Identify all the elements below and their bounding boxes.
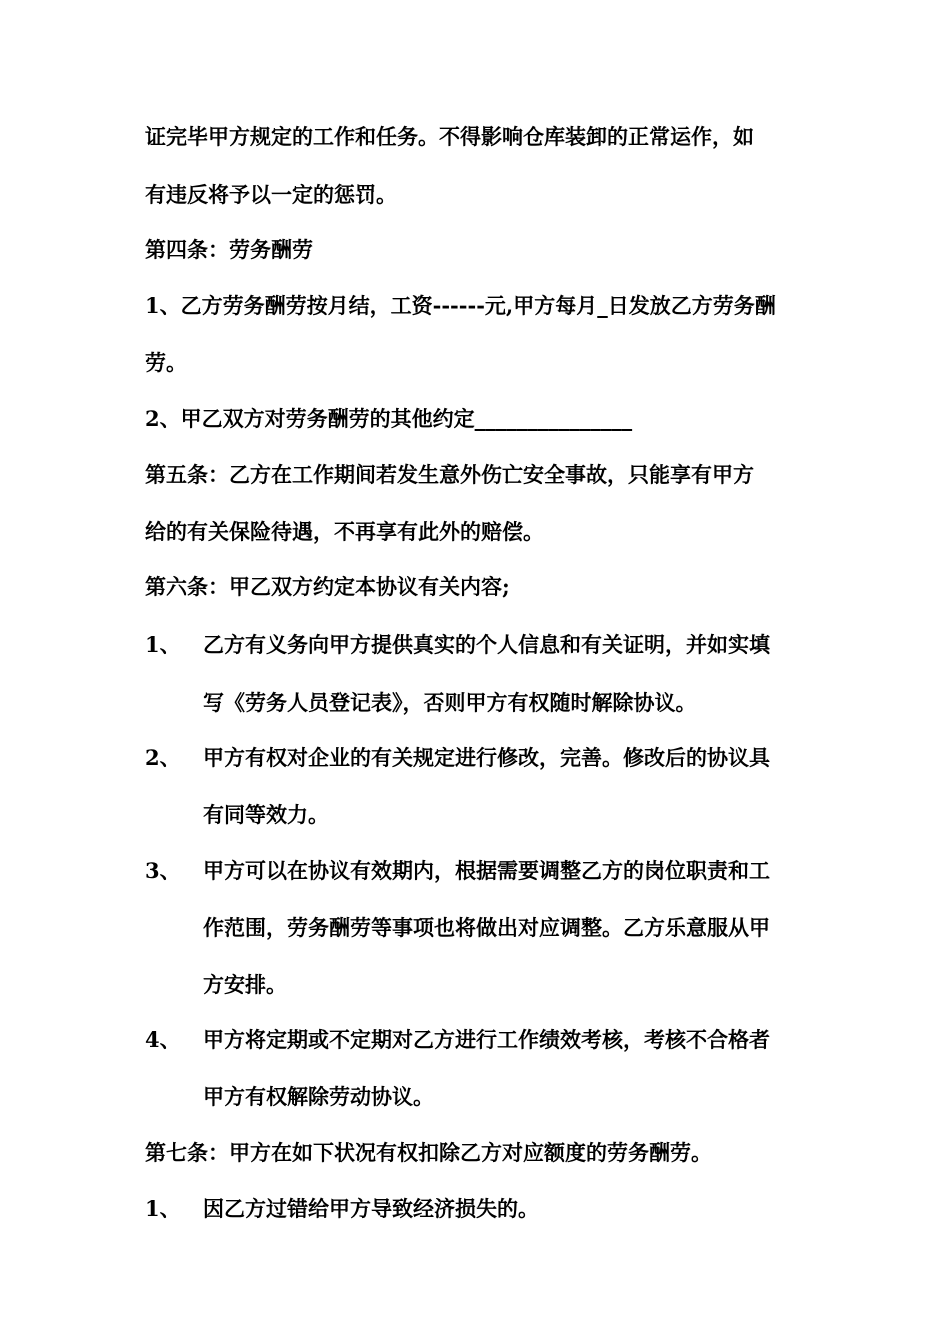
paragraph-line: 有违反将予以一定的惩罚。 bbox=[145, 182, 397, 207]
article-heading-4: 第四条：劳务酬劳 bbox=[145, 237, 313, 262]
article-heading-6: 第六条：甲乙双方约定本协议有关内容; bbox=[145, 574, 510, 599]
list-item-text: 乙方有义务向甲方提供真实的个人信息和有关证明，并如实填 bbox=[203, 632, 770, 657]
list-item-continuation: 有同等效力。 bbox=[203, 802, 329, 827]
list-item-number: 3、 bbox=[145, 858, 181, 883]
list-item-continuation: 写《劳务人员登记表》，否则甲方有权随时解除协议。 bbox=[203, 690, 697, 715]
list-item-text: 甲方将定期或不定期对乙方进行工作绩效考核，考核不合格者 bbox=[203, 1027, 770, 1052]
paragraph-line: 给的有关保险待遇，不再享有此外的赔偿。 bbox=[145, 519, 544, 544]
list-item-text: 甲方可以在协议有效期内，根据需要调整乙方的岗位职责和工 bbox=[203, 858, 770, 883]
list-item-number: 1、 bbox=[145, 632, 181, 657]
list-item-continuation: 甲方有权解除劳动协议。 bbox=[203, 1084, 434, 1109]
list-item-text: 甲方有权对企业的有关规定进行修改，完善。修改后的协议具 bbox=[203, 745, 770, 770]
paragraph-line: 1、乙方劳务酬劳按月结，工资------元,甲方每月_日发放乙方劳务酬 bbox=[145, 293, 776, 318]
article-heading-7: 第七条：甲方在如下状况有权扣除乙方对应额度的劳务酬劳。 bbox=[145, 1140, 712, 1165]
list-item-number: 4、 bbox=[145, 1027, 181, 1052]
paragraph-line: 2、甲乙双方对劳务酬劳的其他约定_______________ bbox=[145, 406, 633, 431]
paragraph-line: 劳。 bbox=[145, 350, 187, 375]
list-item-continuation: 作范围，劳务酬劳等事项也将做出对应调整。乙方乐意服从甲 bbox=[203, 915, 770, 940]
list-item-number: 2、 bbox=[145, 745, 181, 770]
list-item-text: 因乙方过错给甲方导致经济损失的。 bbox=[203, 1196, 539, 1221]
list-item-continuation: 方安排。 bbox=[203, 972, 287, 997]
article-heading-5: 第五条：乙方在工作期间若发生意外伤亡安全事故，只能享有甲方 bbox=[145, 462, 754, 487]
list-item-number: 1、 bbox=[145, 1196, 181, 1221]
paragraph-line: 证完毕甲方规定的工作和任务。不得影响仓库装卸的正常运作，如 bbox=[145, 124, 754, 149]
